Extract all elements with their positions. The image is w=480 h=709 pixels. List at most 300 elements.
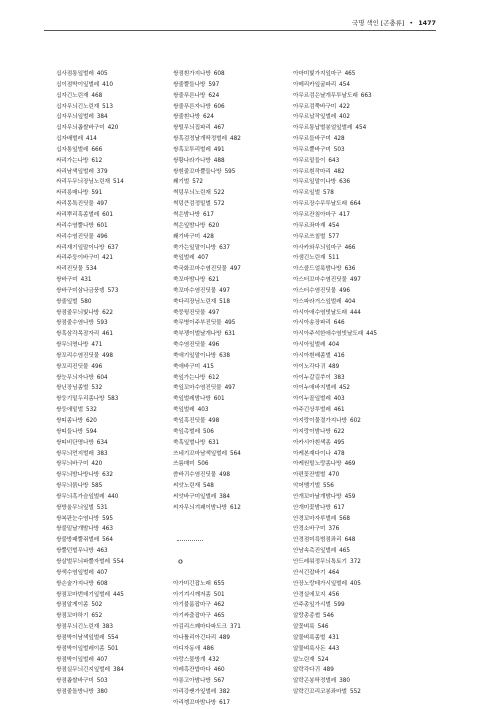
index-entry (293, 80, 423, 91)
entry-term: 쌍방울무늬잎벌 (56, 504, 94, 511)
index-entry (56, 69, 186, 80)
index-entry (293, 600, 423, 611)
entry-term: 쌍무늬붉나방 (56, 483, 89, 490)
index-entry (56, 329, 186, 340)
entry-term: 아기싸춤잡마구 (173, 613, 211, 620)
index-entry (173, 329, 303, 340)
entry-page: 594 (85, 428, 97, 435)
entry-page: 532 (85, 407, 97, 414)
entry-page: 464 (328, 569, 340, 576)
index-entry (173, 134, 303, 145)
index-entry (173, 199, 303, 210)
section-divider (173, 535, 303, 546)
index-entry (173, 644, 303, 655)
entry-page: 634 (96, 439, 108, 446)
entry-page: 466 (344, 244, 356, 251)
entry-page: 624 (208, 92, 220, 99)
spacer (173, 568, 303, 579)
entry-term: 아스터꼬마수염진딧물 (293, 277, 347, 284)
index-entry (293, 557, 423, 568)
entry-term: 쑥잎꼬마수염진딧물 (173, 385, 222, 392)
entry-page: 583 (107, 396, 119, 403)
entry-page: 664 (349, 201, 361, 208)
entry-page: 564 (102, 537, 114, 544)
index-entry (293, 416, 423, 427)
entry-page: 420 (107, 125, 119, 132)
entry-page: 407 (96, 656, 108, 663)
entry-term: 안남속촉진잎벌레 (293, 548, 337, 555)
index-entry (293, 579, 423, 590)
index-entry (293, 264, 423, 275)
entry-page: 580 (80, 298, 92, 305)
entry-term: 쑥혹잎벌나방 (173, 439, 206, 446)
entry-page: 612 (91, 157, 103, 164)
index-entry (293, 167, 423, 178)
entry-page: 383 (102, 624, 114, 631)
index-entry (173, 188, 303, 199)
entry-page: 496 (339, 287, 351, 294)
entry-page: 404 (344, 298, 356, 305)
index-entry (56, 253, 186, 264)
entry-term: 알랑총종썹 (293, 613, 320, 620)
index-entry (293, 611, 423, 622)
entry-page: 497 (224, 385, 236, 392)
entry-term: 아스터수염진딧물 (293, 287, 337, 294)
entry-term: 썩은잎밤나방 (173, 222, 206, 229)
entry-page: 502 (91, 602, 103, 609)
entry-page: 482 (229, 136, 241, 143)
entry-term: 십이점박이잎벌레 (56, 81, 100, 88)
entry-page: 573 (107, 287, 119, 294)
entry-term: 쌍색수염잎벌레 (56, 569, 94, 576)
index-entry (56, 156, 186, 167)
entry-page: 454 (328, 222, 340, 229)
entry-term: 십자무늬긴노린재 (56, 103, 100, 110)
entry-term: 싸리두무늬장님노린재 (56, 179, 110, 186)
entry-page: 546 (322, 613, 334, 620)
entry-term: 안주총잎가시벌 (293, 602, 331, 609)
index-entry (173, 405, 303, 416)
entry-term: 쑥잎혹진딧물 (173, 418, 206, 424)
index-entry (56, 535, 186, 546)
entry-term: 아메리카잎굴파리 (293, 81, 337, 88)
entry-page: 432 (208, 656, 220, 663)
entry-page: 601 (102, 211, 114, 218)
entry-page: 572 (213, 201, 225, 208)
entry-term: 쌍띠좀나방 (56, 418, 83, 424)
entry-term: 씨앗노린재 (173, 483, 200, 490)
entry-page: 384 (219, 493, 231, 500)
entry-term: 십자무늬좁쌀바구미 (56, 125, 105, 132)
index-entry (56, 177, 186, 188)
entry-term: 쌍꼬리진딧물 (56, 363, 89, 370)
index-entry (173, 665, 303, 676)
index-entry (56, 340, 186, 351)
index-entry (173, 80, 303, 91)
entry-page: 632 (102, 472, 114, 479)
entry-term: 싸리진딧물 (56, 266, 83, 273)
index-entry (56, 676, 186, 687)
index-entry (293, 622, 423, 633)
index-entry (56, 590, 186, 601)
index-entry (173, 698, 303, 709)
entry-term: 싸리가는나방 (56, 157, 89, 164)
entry-term: 쌍무늬바구미 (56, 461, 89, 468)
index-entry (173, 470, 303, 481)
index-entry (56, 644, 186, 655)
entry-term: 안서긴잡바기 (293, 569, 326, 576)
entry-page: 498 (208, 418, 220, 424)
entry-page: 572 (192, 179, 204, 186)
index-entry (56, 383, 186, 394)
index-entry (293, 297, 423, 308)
index-entry (293, 687, 423, 698)
entry-term: 아무르잔침아마구 (293, 211, 337, 218)
entry-page: 513 (102, 103, 114, 110)
index-entry (173, 600, 303, 611)
entry-page: 420 (91, 461, 103, 468)
entry-term: 쑥다리장님노린재 (173, 298, 217, 305)
entry-term: 쌍꼬리수염진딧물 (56, 352, 100, 359)
entry-page: 666 (91, 146, 103, 153)
index-entry (56, 405, 186, 416)
index-entry (293, 546, 423, 557)
entry-page: 556 (322, 483, 334, 490)
entry-page: 498 (219, 472, 231, 479)
index-entry (173, 449, 303, 460)
index-entry (173, 123, 303, 134)
spacer (173, 546, 303, 557)
entry-term: 쌍바구미삼나금풍뎅 (56, 287, 105, 294)
spacer (173, 514, 303, 525)
entry-term: 쓰름매미 (173, 461, 195, 468)
entry-page: 489 (322, 667, 334, 674)
entry-page: 462 (213, 602, 225, 609)
entry-term: 쑥무병이주부진딧물 (173, 320, 222, 327)
entry-term: 쌍띠들나방 (56, 428, 83, 435)
entry-page: 383 (96, 450, 108, 457)
entry-term: 쌍줄뿔들나방 (173, 81, 206, 88)
entry-page: 379 (96, 168, 108, 175)
entry-term: 안경소바구미 (293, 526, 326, 533)
running-header (352, 18, 436, 27)
index-column-1 (56, 69, 186, 698)
entry-term: 아무르밑들이 (293, 157, 326, 164)
index-entry (173, 676, 303, 687)
index-entry (293, 69, 423, 80)
entry-page: 415 (202, 363, 214, 370)
entry-term: 아무르통납벌봉얼잎벌레 (293, 125, 353, 132)
index-entry (173, 481, 303, 492)
entry-page: 631 (224, 331, 236, 338)
entry-page: 371 (229, 624, 241, 631)
entry-page: 488 (213, 157, 225, 164)
index-entry (56, 275, 186, 286)
entry-term: 쑥가는잎말이나방 (173, 244, 217, 251)
header-category: [곤충류] (380, 19, 405, 27)
entry-term: 쌍점꼬마하기 (56, 613, 89, 620)
index-entry (56, 557, 186, 568)
entry-page: 503 (333, 146, 345, 153)
entry-term: 십자배벌레 (56, 136, 83, 143)
entry-page: 461 (102, 331, 114, 338)
index-entry (293, 210, 423, 221)
entry-page: 501 (213, 591, 225, 598)
entry-page: 554 (112, 558, 124, 565)
index-entry (173, 492, 303, 503)
index-entry (293, 503, 423, 514)
entry-page: 621 (208, 277, 220, 284)
index-entry (56, 167, 186, 178)
index-entry (293, 188, 423, 199)
entry-term: 쑥애기잎말이나방 (173, 352, 217, 359)
entry-term: 쌍줄잎벌 (56, 298, 78, 305)
entry-page: 577 (328, 233, 340, 240)
index-entry (293, 373, 423, 384)
entry-page: 486 (202, 645, 214, 652)
index-entry (293, 470, 423, 481)
index-entry (173, 297, 303, 308)
entry-term: 쑥꼬마밤나방 (173, 277, 206, 284)
entry-page: 546 (317, 624, 329, 631)
index-entry (56, 264, 186, 275)
index-entry (173, 275, 303, 286)
entry-page: 465 (213, 613, 225, 620)
entry-page: 384 (96, 114, 108, 121)
index-entry (293, 145, 423, 156)
entry-term: 아시아잎벌레 (293, 342, 326, 349)
entry-page: 608 (96, 580, 108, 587)
entry-page: 648 (344, 537, 356, 544)
index-entry (173, 633, 303, 644)
entry-page: 384 (112, 667, 124, 674)
entry-term: 쌍점박이잎벌레 (56, 656, 94, 663)
entry-page: 456 (328, 591, 340, 598)
entry-term: 쌍닌장님좀벌 (56, 385, 89, 392)
entry-term: 안드레워정무늬톡토기 (293, 558, 347, 565)
index-entry (56, 481, 186, 492)
index-entry (56, 243, 186, 254)
entry-term: 아이누갈길쑤이 (293, 374, 331, 381)
index-entry (173, 351, 303, 362)
entry-page: 554 (107, 634, 119, 641)
index-entry (56, 351, 186, 362)
entry-term: 아김리스꽤마다파도크 (173, 624, 227, 631)
index-entry (293, 524, 423, 535)
index-entry (173, 91, 303, 102)
index-entry (56, 80, 186, 91)
entry-term: 아무르흰작마리 (293, 168, 331, 175)
entry-page: 617 (202, 211, 214, 218)
index-entry (56, 318, 186, 329)
entry-page: 444 (349, 309, 361, 316)
entry-term: 쌍흰줄꼬마뿔들나방 (173, 168, 222, 175)
entry-page: 497 (229, 266, 241, 273)
index-entry (173, 253, 303, 264)
entry-page: 482 (333, 168, 345, 175)
entry-page: 452 (339, 385, 351, 392)
entry-term: 싸리재기잎말이나방 (56, 244, 105, 251)
entry-term: 아리깽꼬마밤나방 (173, 699, 217, 706)
entry-page: 405 (96, 71, 108, 77)
entry-page: 414 (85, 136, 97, 143)
entry-page: 421 (102, 255, 114, 262)
entry-term: 아시아송장파리 (293, 320, 331, 327)
entry-term: 씀바귀수염진딧물 (173, 472, 217, 479)
index-entry (173, 308, 303, 319)
entry-term: 아무르좌마재 (293, 222, 326, 229)
index-entry (173, 232, 303, 243)
index-entry (293, 535, 423, 546)
entry-term: 쌍무늬먼지벌레 (56, 450, 94, 457)
entry-term: 십자긴노린재 (56, 92, 89, 99)
index-entry (293, 492, 423, 503)
index-entry (56, 470, 186, 481)
entry-page: 407 (197, 255, 209, 262)
entry-term: 아무르잎말이나방 (293, 179, 337, 186)
index-entry (173, 264, 303, 275)
entry-term: 쌍점알게이좀 (56, 602, 89, 609)
header-section: 국명 색인 (352, 19, 379, 27)
entry-term: 쌍뿔던벌무나방 (56, 548, 94, 555)
index-entry (56, 687, 186, 698)
index-entry (293, 405, 423, 416)
entry-term: 썩덩무늬노린재 (173, 190, 211, 197)
entry-term: 아무르뿔바구미 (293, 146, 331, 153)
entry-term: 싸리몽톡진딧물 (56, 201, 94, 208)
entry-term: 쌍불밑날개밤나방 (56, 526, 100, 533)
entry-term: 알락긴꼬리코봉좌마벌 (293, 689, 347, 696)
entry-term: 쌍점꼬마번데기잎벌레 (56, 591, 110, 598)
entry-term: 쌍점실무늬긴지잎벌레 (56, 667, 110, 674)
index-entry (293, 156, 423, 167)
entry-page: 617 (333, 504, 345, 511)
entry-term: 쌍손술가지나방 (56, 580, 94, 587)
index-entry (293, 340, 423, 351)
entry-term: 쌍복판눈수염나방 (56, 515, 100, 522)
entry-page: 506 (197, 461, 209, 468)
entry-page: 372 (349, 558, 361, 565)
entry-page: 416 (333, 352, 345, 359)
entry-page: 585 (91, 483, 103, 490)
index-entry (293, 199, 423, 210)
index-entry (56, 611, 186, 622)
entry-page: 496 (208, 342, 220, 349)
entry-page: 601 (213, 396, 225, 403)
entry-page: 514 (112, 179, 124, 186)
index-entry (293, 102, 423, 113)
index-entry (56, 297, 186, 308)
entry-term: 십자통잎벌레 (56, 146, 89, 153)
entry-term: 쑥잎촉벌레 (173, 428, 200, 435)
index-entry (56, 286, 186, 297)
entry-page: 440 (107, 493, 119, 500)
entry-term: 썩덩큰검정밑벌 (173, 201, 211, 208)
entry-term: 쑥국화꼬마수염진딧물 (173, 266, 227, 273)
entry-page: 459 (344, 493, 356, 500)
entry-page: 622 (333, 428, 345, 435)
index-entry (173, 438, 303, 449)
entry-term: 안개꼬마날개밤나방 (293, 493, 342, 500)
index-entry (293, 655, 423, 666)
entry-term: 아무르검쭉바구미 (293, 103, 337, 110)
index-entry (173, 427, 303, 438)
page-number: 1477 (418, 19, 436, 27)
index-entry (293, 633, 423, 644)
entry-term: 쌍점흰가지나방 (173, 71, 211, 77)
entry-page: 568 (339, 515, 351, 522)
entry-term: 알락곤봉딱정벌레 (293, 678, 337, 685)
entry-page: 496 (91, 363, 103, 370)
entry-term: 아시아애수염빗날도래 (293, 309, 347, 316)
entry-term: 안개미꽃밤나방 (293, 504, 331, 511)
index-entry (293, 459, 423, 470)
entry-term: 아마미빛가지잎마구 (293, 71, 342, 77)
index-entry (56, 622, 186, 633)
entry-page: 496 (96, 233, 108, 240)
index-entry (56, 91, 186, 102)
index-entry (56, 199, 186, 210)
entry-page: 532 (91, 385, 103, 392)
index-entry (56, 232, 186, 243)
entry-page: 646 (333, 320, 345, 327)
entry-term: 씨자무늬겨괘이밤나방 (173, 504, 227, 511)
entry-term: 아샘긴노린재 (293, 255, 326, 262)
entry-page: 405 (349, 580, 361, 587)
index-entry (173, 383, 303, 394)
entry-term: 알물벼룩사돈 (293, 645, 326, 652)
entry-page: 638 (219, 352, 231, 359)
spacer (173, 524, 303, 535)
entry-page: 608 (213, 71, 225, 77)
entry-page: 518 (219, 298, 231, 305)
entry-page: 655 (213, 580, 225, 587)
entry-term: 아시아주석한애수염빗날도래 (293, 331, 364, 338)
entry-page: 620 (85, 418, 97, 424)
entry-page: 497 (208, 309, 220, 316)
index-entry (56, 134, 186, 145)
index-entry (293, 590, 423, 601)
index-entry (173, 590, 303, 601)
entry-term: 아기불룸잡마구 (173, 602, 211, 609)
entry-term: 알노린재 (293, 656, 315, 663)
entry-page: 380 (96, 689, 108, 696)
entry-page: 403 (197, 407, 209, 414)
entry-term: 쌍살벌무늬파뿔자벌레 (56, 558, 110, 565)
entry-term: 쌍무늬명나방 (56, 342, 89, 349)
index-entry (173, 611, 303, 622)
entry-term: 쓰네기꼬마남색잎벌레 (173, 450, 227, 457)
index-entry (56, 112, 186, 123)
index-entry (293, 676, 423, 687)
index-entry (293, 427, 423, 438)
entry-page: 620 (208, 222, 220, 229)
index-entry (173, 318, 303, 329)
index-entry (293, 123, 423, 134)
entry-term: 싸리주둥이바구미 (56, 255, 100, 262)
index-entry (293, 308, 423, 319)
entry-page: 478 (333, 450, 345, 457)
entry-term: 안경점미륵범점좌리 (293, 537, 342, 544)
index-entry (173, 286, 303, 297)
index-entry (173, 210, 303, 221)
entry-page: 534 (85, 266, 97, 273)
entry-term: 쌍줄푸른자나방 (173, 103, 211, 110)
index-entry (173, 373, 303, 384)
entry-page: 606 (213, 103, 225, 110)
entry-page: 631 (208, 439, 220, 446)
entry-term: 알꽃벼룩 (293, 624, 315, 631)
